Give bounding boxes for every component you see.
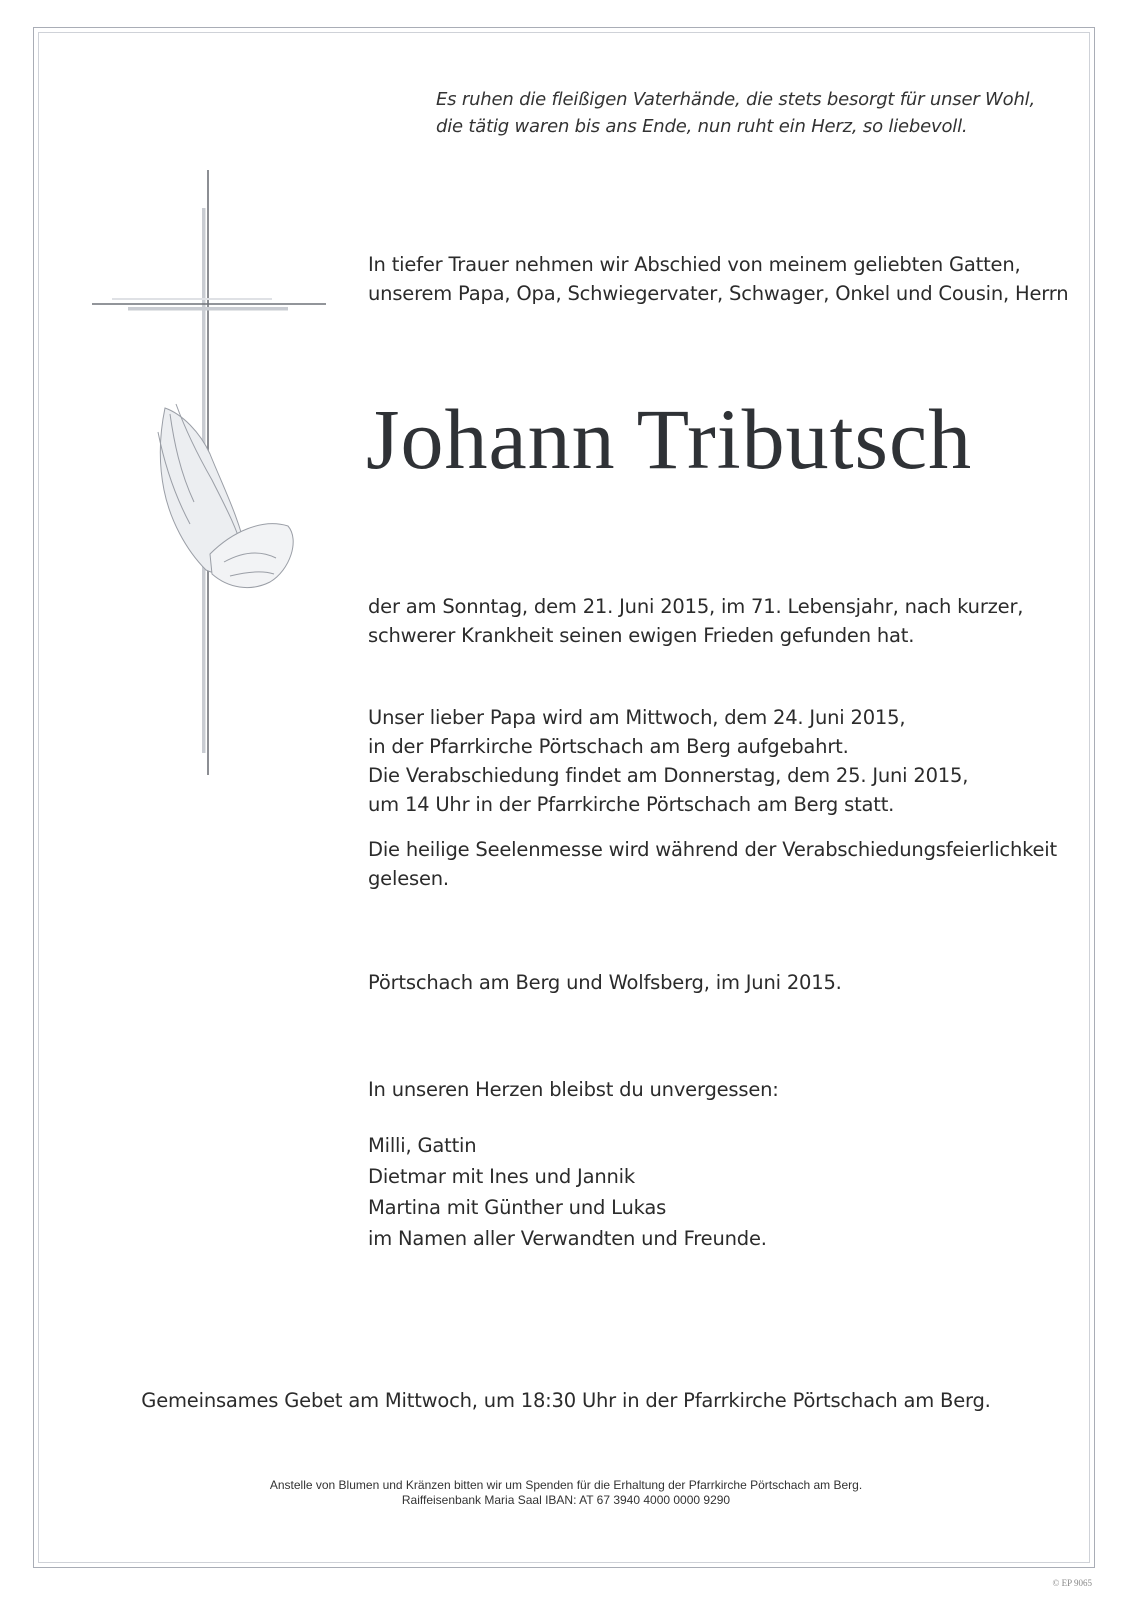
cross-icon (90, 170, 330, 790)
print-code: © EP 9065 (1052, 1578, 1092, 1588)
motto-line: die tätig waren bis ans Ende, nun ruht ein Herz, so liebevoll. (436, 116, 968, 137)
place-date-line: Pörtschach am Berg und Wolfsberg, im Juni 2015. (368, 971, 842, 994)
viewing-line: in der Pfarrkirche Pörtschach am Berg aufgebahrt. (368, 735, 849, 758)
viewing-text (368, 703, 1088, 819)
intro-text (368, 250, 1088, 308)
mourner-name: im Namen aller Verwandten und Freunde. (368, 1227, 767, 1250)
mourner-name: Milli, Gattin (368, 1134, 477, 1157)
mourners-heading-line: In unseren Herzen bleibst du unvergessen: (368, 1078, 779, 1101)
viewing-line: um 14 Uhr in der Pfarrkirche Pörtschach am Berg statt. (368, 793, 895, 816)
intro-line: unserem Papa, Opa, Schwiegervater, Schwager, Onkel und Cousin, Herrn (368, 282, 1069, 305)
mourners-list (368, 1130, 1088, 1254)
mass-line: Die heilige Seelenmesse wird während der Verabschiedungsfeierlichkeit (368, 838, 1057, 861)
mourner-name: Martina mit Günther und Lukas (368, 1196, 667, 1219)
death-line: schwerer Krankheit seinen ewigen Frieden gefunden hat. (368, 624, 915, 647)
mourner-name: Dietmar mit Ines und Jannik (368, 1165, 635, 1188)
death-text (368, 592, 1088, 650)
prayer-notice: Gemeinsames Gebet am Mittwoch, um 18:30 Uhr in der Pfarrkirche Pörtschach am Berg. (141, 1389, 991, 1412)
donation-notice (0, 1478, 1132, 1508)
donation-line: Anstelle von Blumen und Kränzen bitten wir um Spenden für die Erhaltung der Pfarrkirche Pörtschach am Berg. (269, 1478, 863, 1492)
praying-hands-icon (158, 404, 293, 588)
motto-line: Es ruhen die fleißigen Vaterhände, die stets besorgt für unser Wohl, (436, 89, 1035, 110)
donation-line: Raiffeisenbank Maria Saal IBAN: AT 67 3940 4000 0000 9290 (401, 1493, 731, 1507)
death-line: der am Sonntag, dem 21. Juni 2015, im 71. Lebensjahr, nach kurzer, (368, 595, 1024, 618)
mourners-heading (368, 1075, 1088, 1104)
viewing-line: Unser lieber Papa wird am Mittwoch, dem 24. Juni 2015, (368, 706, 906, 729)
viewing-line: Die Verabschiedung findet am Donnerstag, dem 25. Juni 2015, (368, 764, 969, 787)
place-date (368, 968, 1088, 997)
motto-verse (436, 86, 1036, 140)
intro-line: In tiefer Trauer nehmen wir Abschied von meinem geliebten Gatten, (368, 253, 1021, 276)
mass-text (368, 835, 1088, 893)
mass-line: gelesen. (368, 867, 449, 890)
deceased-name: Johann Tributsch (366, 391, 973, 487)
